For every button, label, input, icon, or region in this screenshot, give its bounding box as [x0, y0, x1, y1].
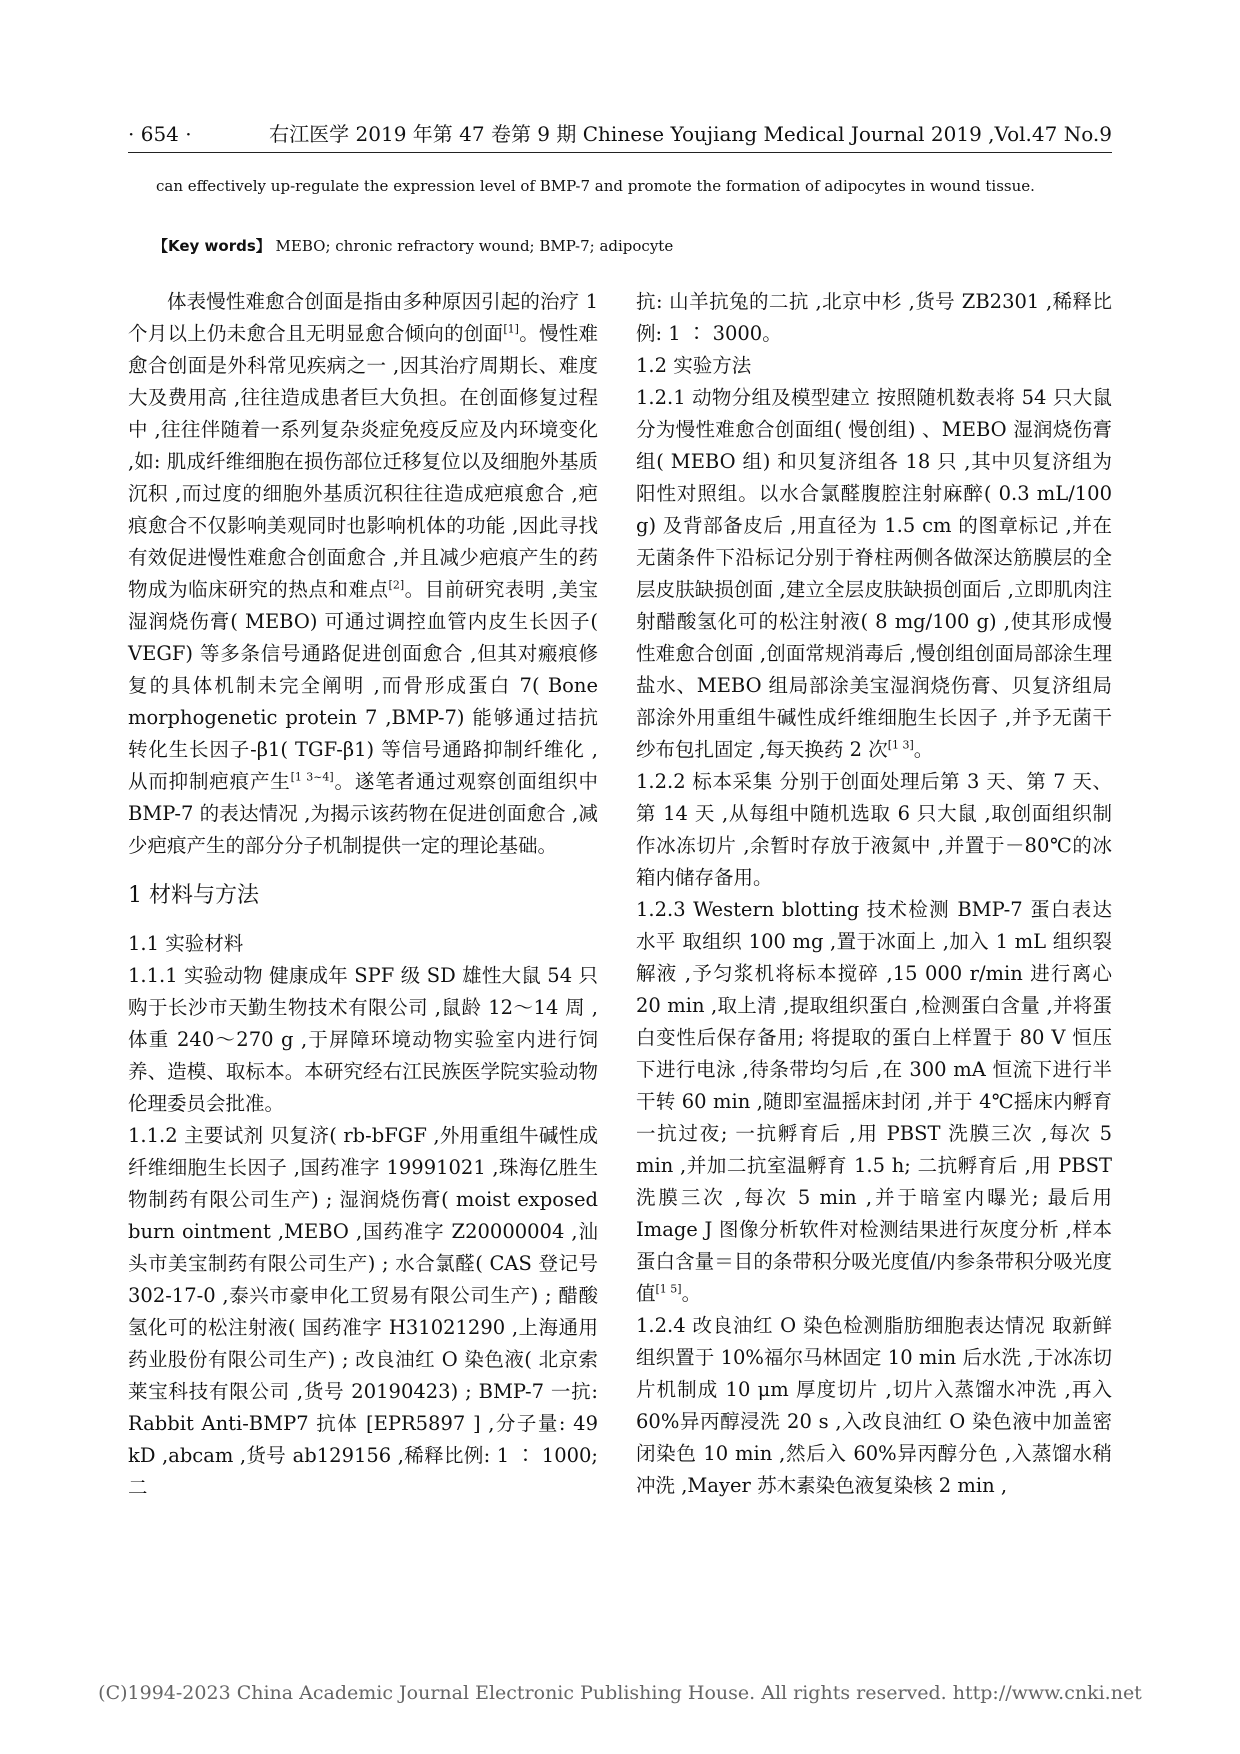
intro-text-1: 体表慢性难愈合创面是指由多种原因引起的治疗 1 个月以上仍未愈合且无明显愈合倾向的创面	[128, 290, 598, 345]
citation-1: [1]	[503, 322, 519, 336]
keywords-text: MEBO; chronic refractory wound; BMP-7; adipocyte	[275, 237, 674, 255]
abstract-tail: can effectively up-regulate the expression level of BMP-7 and promote the formation of adipocytes in wound tissue.	[156, 177, 1035, 195]
left-column	[128, 286, 598, 1504]
keywords-label: 【Key words】	[153, 237, 271, 255]
section-heading-1: 1 材料与方法	[128, 883, 259, 908]
intro-text-3: 。目前研究表明 ,美宝湿润烧伤膏( MEBO) 可通过调控血管内皮生长因子( VEGF) 等多条信号通路促进创面愈合 ,但其对瘢痕修复的具体机制未完全阐明 ,而骨形成蛋白 7( Bone morphogenetic protein 7 ,BMP-7) 能够通过拮抗转化生长因子-β1( TGF-β1) 等信号通路抑制纤维化 ,从而抑制疤痕产生	[128, 578, 598, 793]
paragraph-1-2-1	[636, 382, 1112, 766]
subsection-1-1: 1.1 实验材料	[128, 932, 244, 955]
p121-end: 。	[913, 738, 934, 761]
page-number: · 654 ·	[128, 122, 192, 146]
right-column	[636, 286, 1112, 1502]
citation-3: [1 3~4]	[290, 770, 334, 784]
intro-paragraph	[128, 286, 598, 862]
paragraph-1-1-2: 1.1.2 主要试剂 贝复济( rb-bFGF ,外用重组牛碱性成纤维细胞生长因子 ,国药准字 19991021 ,珠海亿胜生物制药有限公司生产) ; 湿润烧伤膏( moist exposed burn ointment ,MEBO ,国药准字 Z20000004 ,汕头市美宝制药有限公司生产) ; 水合氯醛( CAS 登记号 302-17-0 ,泰兴市豪申化工贸易有限公司生产) ; 醋酸氢化可的松注射液( 国药准字 H31021290 ,上海通用药业股份有限公司生产) ; 改良油红 O 染色液( 北京索莱宝科技有限公司 ,货号 20190423) ; BMP-7 一抗: Rabbit Anti-BMP7 抗体 [EPR5897 ] ,分子量: 49 kD ,abcam ,货号 ab129156 ,稀释比例: 1 ∶ 1000; 二	[128, 1124, 598, 1499]
keywords-line	[153, 233, 1093, 259]
intro-text-2: 。慢性难愈合创面是外科常见疾病之一 ,因其治疗周期长、难度大及费用高 ,往往造成患者巨大负担。在创面修复过程中 ,往往伴随着一系列复杂炎症免疫反应及内环境变化 ,如: 肌成纤维细胞在损伤部位迁移复位以及细胞外基质沉积 ,而过度的细胞外基质沉积往往造成疤痕愈合 ,疤痕愈合不仅影响美观同时也影响机体的功能 ,因此寻找有效促进慢性难愈合创面愈合 ,并且减少疤痕产生的药物成为临床研究的热点和难点	[128, 322, 598, 601]
paragraph-1-1-1: 1.1.1 实验动物 健康成年 SPF 级 SD 雄性大鼠 54 只购于长沙市天勤生物技术有限公司 ,鼠龄 12～14 周 ,体重 240～270 g ,于屏障环境动物实验室内进行饲养、造模、取标本。本研究经右江民族医学院实验动物伦理委员会批准。	[128, 964, 598, 1115]
citation-2: [2]	[388, 578, 405, 592]
paragraph-1-2-4: 1.2.4 改良油红 O 染色检测脂肪细胞表达情况 取新鲜组织置于 10%福尔马林固定 10 min 后水洗 ,于冰冻切片机制成 10 μm 厚度切片 ,切片入蒸馏水冲洗 ,再入 60%异丙醇浸洗 20 s ,入改良油红 O 染色液中加盖密闭染色 10 min ,然后入 60%异丙醇分色 ,入蒸馏水稍冲洗 ,Mayer 苏木素染色液复染核 2 min ,	[636, 1314, 1112, 1497]
citation-p121: [1 3]	[887, 738, 914, 752]
p123-text: 1.2.3 Western blotting 技术检测 BMP-7 蛋白表达水平 取组织 100 mg ,置于冰面上 ,加入 1 mL 组织裂解液 ,予匀浆机将标本搅碎 ,15 000 r/min 进行离心 20 min ,取上清 ,提取组织蛋白 ,检测蛋白含量 ,并将蛋白变性后保存备用; 将提取的蛋白上样置于 80 V 恒压下进行电泳 ,待条带均匀后 ,在 300 mA 恒流下进行半干转 60 min ,随即室温摇床封闭 ,并于 4℃摇床内孵育一抗过夜; 一抗孵育后 ,用 PBST 洗膜三次 ,每次 5 min ,并加二抗室温孵育 1.5 h; 二抗孵育后 ,用 PBST 洗膜三次 ,每次 5 min ,并于暗室内曝光; 最后用 Image J 图像分析软件对检测结果进行灰度分析 ,样本蛋白含量＝目的条带积分吸光度值/内参条带积分吸光度值	[636, 898, 1112, 1305]
paragraph-1-2-3	[636, 894, 1112, 1310]
header-rule	[128, 152, 1112, 153]
running-header	[128, 117, 1112, 151]
journal-title: 右江医学 2019 年第 47 卷第 9 期 Chinese Youjiang Medical Journal 2019 ,Vol.47 No.9	[269, 122, 1112, 146]
intro-text-4: 。遂笔者通过观察创面组织中 BMP-7 的表达情况 ,为揭示该药物在促进创面愈合 ,减少疤痕产生的部分分子机制提供一定的理论基础。	[128, 770, 598, 857]
p121-text: 1.2.1 动物分组及模型建立 按照随机数表将 54 只大鼠分为慢性难愈合创面组( 慢创组) 、MEBO 湿润烧伤膏组( MEBO 组) 和贝复济组各 18 只 ,其中贝复济组为阳性对照组。以水合氯醛腹腔注射麻醉( 0.3 mL/100 g) 及背部备皮后 ,用直径为 1.5 cm 的图章标记 ,并在无菌条件下沿标记分别于脊柱两侧各做深达筋膜层的全层皮肤缺损创面 ,建立全层皮肤缺损创面后 ,立即肌肉注射醋酸氢化可的松注射液( 8 mg/100 g) ,使其形成慢性难愈合创面 ,创面常规消毒后 ,慢创组创面局部涂生理盐水、MEBO 组局部涂美宝湿润烧伤膏、贝复济组局部涂外用重组牛碱性成纤维细胞生长因子 ,并予无菌干纱布包扎固定 ,每天换药 2 次	[636, 386, 1112, 761]
paragraph-reagents-cont: 抗: 山羊抗兔的二抗 ,北京中杉 ,货号 ZB2301 ,稀释比例: 1 ∶ 3000。	[636, 290, 1112, 345]
copyright-footer: (C)1994-2023 China Academic Journal Electronic Publishing House. All rights reserved. http://www.cnki.net	[98, 1682, 1142, 1704]
paragraph-1-2-2: 1.2.2 标本采集 分别于创面处理后第 3 天、第 7 天、第 14 天 ,从每组中随机选取 6 只大鼠 ,取创面组织制作冰冻切片 ,余暂时存放于液氮中 ,并置于－80℃的冰箱内储存备用。	[636, 770, 1112, 889]
subsection-1-2: 1.2 实验方法	[636, 354, 752, 377]
p123-end: 。	[681, 1282, 702, 1305]
citation-p123: [1 5]	[655, 1282, 682, 1296]
